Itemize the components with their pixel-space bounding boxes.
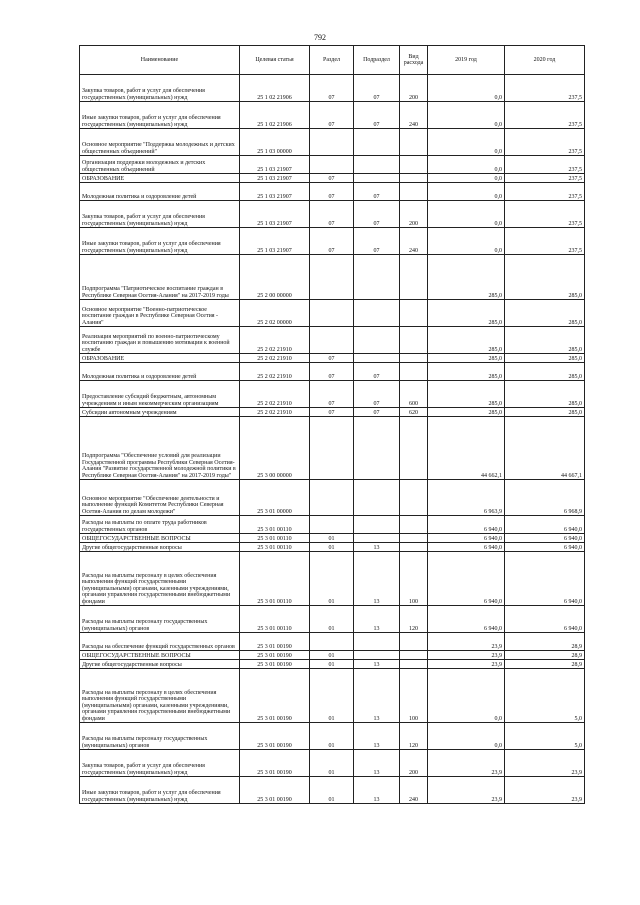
row-subsection-cell	[354, 651, 400, 660]
row-target-cell: 25 3 01 00190	[240, 651, 310, 660]
row-expense-type-cell: 240	[400, 102, 428, 129]
row-subsection-cell: 13	[354, 543, 400, 552]
table-row	[80, 723, 585, 750]
row-2020-cell: 6 940,0	[505, 516, 585, 534]
row-expense-type-cell	[400, 633, 428, 651]
table-row	[80, 516, 585, 534]
row-name-cell: Субсидии автономным учреждениям	[80, 408, 240, 417]
table-row	[80, 363, 585, 381]
row-section-cell: 01	[310, 723, 354, 750]
row-expense-type-cell: 600	[400, 381, 428, 408]
row-section-cell: 07	[310, 363, 354, 381]
row-subsection-cell	[354, 129, 400, 156]
row-subsection-cell	[354, 417, 400, 480]
row-section-cell: 01	[310, 750, 354, 777]
row-subsection-cell: 07	[354, 201, 400, 228]
row-section-cell	[310, 480, 354, 516]
row-2019-cell: 6 940,0	[428, 543, 505, 552]
row-2020-cell: 5,0	[505, 723, 585, 750]
row-subsection-cell: 07	[354, 183, 400, 201]
row-section-cell: 01	[310, 660, 354, 669]
row-name-cell: ОБРАЗОВАНИЕ	[80, 174, 240, 183]
row-section-cell: 07	[310, 75, 354, 102]
row-expense-type-cell	[400, 183, 428, 201]
row-2020-cell: 285,0	[505, 354, 585, 363]
row-2020-cell: 237,5	[505, 201, 585, 228]
row-target-cell: 25 3 01 00110	[240, 516, 310, 534]
row-expense-type-cell: 620	[400, 408, 428, 417]
row-2019-cell: 0,0	[428, 723, 505, 750]
budget-table	[79, 45, 585, 804]
row-2020-cell: 237,5	[505, 102, 585, 129]
row-subsection-cell: 13	[354, 606, 400, 633]
row-2020-cell: 237,5	[505, 174, 585, 183]
row-section-cell: 07	[310, 183, 354, 201]
header-expense-type: Вид расхода	[400, 46, 428, 75]
row-subsection-cell: 07	[354, 363, 400, 381]
row-expense-type-cell	[400, 480, 428, 516]
table-row	[80, 129, 585, 156]
row-2020-cell: 6 940,0	[505, 543, 585, 552]
table-row	[80, 480, 585, 516]
row-name-cell: Организация поддержки молодежных и детских общественных объединений	[80, 156, 240, 174]
row-2019-cell: 285,0	[428, 300, 505, 327]
row-subsection-cell: 13	[354, 669, 400, 723]
row-2020-cell: 6 940,0	[505, 606, 585, 633]
row-2019-cell: 6 940,0	[428, 534, 505, 543]
page-number: 792	[314, 33, 326, 42]
row-2020-cell: 44 667,1	[505, 417, 585, 480]
table-row	[80, 201, 585, 228]
row-target-cell: 25 3 01 00110	[240, 552, 310, 606]
table-row	[80, 750, 585, 777]
row-expense-type-cell	[400, 516, 428, 534]
row-2020-cell: 237,5	[505, 183, 585, 201]
row-name-cell: Иные закупки товаров, работ и услуг для обеспечения государственных (муниципальных) нужд	[80, 228, 240, 255]
row-name-cell: ОБРАЗОВАНИЕ	[80, 354, 240, 363]
row-section-cell	[310, 633, 354, 651]
table-row	[80, 417, 585, 480]
row-subsection-cell	[354, 516, 400, 534]
row-section-cell: 07	[310, 201, 354, 228]
row-name-cell: Молодежная политика и оздоровление детей	[80, 363, 240, 381]
row-2019-cell: 0,0	[428, 129, 505, 156]
row-name-cell: Другие общегосударственные вопросы	[80, 543, 240, 552]
row-2019-cell: 23,9	[428, 660, 505, 669]
table-row	[80, 606, 585, 633]
row-target-cell: 25 3 01 00190	[240, 660, 310, 669]
row-2019-cell: 285,0	[428, 363, 505, 381]
row-expense-type-cell	[400, 363, 428, 381]
row-2020-cell: 28,9	[505, 633, 585, 651]
row-2020-cell: 285,0	[505, 327, 585, 354]
row-section-cell: 07	[310, 174, 354, 183]
row-section-cell: 07	[310, 102, 354, 129]
row-2019-cell: 285,0	[428, 354, 505, 363]
row-2020-cell: 23,9	[505, 777, 585, 804]
row-name-cell: Иные закупки товаров, работ и услуг для обеспечения государственных (муниципальных) нужд	[80, 102, 240, 129]
row-section-cell: 01	[310, 543, 354, 552]
row-name-cell: Расходы на выплаты по оплате труда работников государственных органов	[80, 516, 240, 534]
row-2019-cell: 44 662,1	[428, 417, 505, 480]
row-subsection-cell	[354, 300, 400, 327]
row-subsection-cell: 07	[354, 408, 400, 417]
row-name-cell: Расходы на выплаты персоналу государственных (муниципальных) органов	[80, 606, 240, 633]
table-row	[80, 75, 585, 102]
row-target-cell: 25 3 01 00000	[240, 480, 310, 516]
row-2019-cell: 285,0	[428, 327, 505, 354]
row-subsection-cell	[354, 633, 400, 651]
row-target-cell: 25 1 02 21906	[240, 102, 310, 129]
row-2020-cell: 237,5	[505, 156, 585, 174]
row-subsection-cell: 13	[354, 777, 400, 804]
row-subsection-cell: 13	[354, 552, 400, 606]
row-expense-type-cell	[400, 327, 428, 354]
header-subsection: Подраздел	[354, 46, 400, 75]
row-2019-cell: 6 940,0	[428, 606, 505, 633]
row-subsection-cell: 07	[354, 381, 400, 408]
row-name-cell: Закупка товаров, работ и услуг для обеспечения государственных (муниципальных) нужд	[80, 201, 240, 228]
row-target-cell: 25 3 01 00110	[240, 606, 310, 633]
row-2019-cell: 0,0	[428, 156, 505, 174]
row-expense-type-cell	[400, 174, 428, 183]
row-2019-cell: 285,0	[428, 408, 505, 417]
row-expense-type-cell	[400, 156, 428, 174]
table-row	[80, 255, 585, 300]
header-section: Раздел	[310, 46, 354, 75]
row-subsection-cell: 13	[354, 750, 400, 777]
row-section-cell	[310, 129, 354, 156]
row-2019-cell: 0,0	[428, 174, 505, 183]
row-target-cell: 25 1 03 00000	[240, 129, 310, 156]
row-2019-cell: 0,0	[428, 201, 505, 228]
row-target-cell: 25 2 02 00000	[240, 300, 310, 327]
row-expense-type-cell	[400, 660, 428, 669]
row-target-cell: 25 1 03 21907	[240, 201, 310, 228]
row-2019-cell: 6 940,0	[428, 516, 505, 534]
row-subsection-cell: 07	[354, 102, 400, 129]
row-2020-cell: 285,0	[505, 381, 585, 408]
row-2020-cell: 285,0	[505, 408, 585, 417]
row-target-cell: 25 1 03 21907	[240, 183, 310, 201]
row-expense-type-cell	[400, 543, 428, 552]
row-subsection-cell	[354, 255, 400, 300]
table-row	[80, 660, 585, 669]
row-subsection-cell	[354, 480, 400, 516]
row-section-cell: 07	[310, 381, 354, 408]
row-name-cell: Подпрограмма "Обеспечение условий для реализации Государственной программы Республики Северная Осетия-Алания "Развитие государственной молодежной политики в Республике Северная Осетия-Алания" на 2017-2019 годы"	[80, 417, 240, 480]
row-target-cell: 25 3 00 00000	[240, 417, 310, 480]
table-row	[80, 534, 585, 543]
table-row	[80, 669, 585, 723]
row-name-cell: Иные закупки товаров, работ и услуг для обеспечения государственных (муниципальных) нужд	[80, 777, 240, 804]
row-subsection-cell: 13	[354, 660, 400, 669]
row-name-cell: Закупка товаров, работ и услуг для обеспечения государственных (муниципальных) нужд	[80, 750, 240, 777]
row-2020-cell: 5,0	[505, 669, 585, 723]
header-2019: 2019 год	[428, 46, 505, 75]
row-section-cell: 01	[310, 534, 354, 543]
row-2020-cell: 237,5	[505, 129, 585, 156]
row-expense-type-cell: 240	[400, 228, 428, 255]
row-subsection-cell: 07	[354, 75, 400, 102]
row-name-cell: Подпрограмма "Патриотическое воспитание граждан в Республике Северная Осетия-Алания" на 2017-2019 годы	[80, 255, 240, 300]
row-section-cell: 01	[310, 777, 354, 804]
row-section-cell	[310, 516, 354, 534]
row-2020-cell: 285,0	[505, 363, 585, 381]
row-2020-cell: 6 940,0	[505, 552, 585, 606]
row-section-cell: 07	[310, 408, 354, 417]
row-2019-cell: 6 940,0	[428, 552, 505, 606]
row-name-cell: Основное мероприятие "Военно-патриотическое воспитание граждан в Республике Северная Осетия - Алания"	[80, 300, 240, 327]
row-name-cell: Молодежная политика и оздоровление детей	[80, 183, 240, 201]
row-section-cell	[310, 156, 354, 174]
table-row	[80, 552, 585, 606]
row-section-cell: 01	[310, 669, 354, 723]
row-2019-cell: 285,0	[428, 255, 505, 300]
row-2019-cell: 0,0	[428, 669, 505, 723]
row-subsection-cell	[354, 354, 400, 363]
row-name-cell: Основное мероприятие "Обеспечение деятельности и выполнение функций Комитетом Республики Северная Осетия-Алания по делам молодежи"	[80, 480, 240, 516]
row-section-cell: 01	[310, 606, 354, 633]
row-subsection-cell: 07	[354, 228, 400, 255]
row-name-cell: Расходы на выплаты персоналу в целях обеспечения выполнения функций государственными (муниципальными) органами, казенными учреждениями, органами управления государственными внебюджетными фондами	[80, 552, 240, 606]
row-target-cell: 25 3 01 00190	[240, 723, 310, 750]
row-name-cell: ОБЩЕГОСУДАРСТВЕННЫЕ ВОПРОСЫ	[80, 651, 240, 660]
row-2020-cell: 28,9	[505, 660, 585, 669]
row-2020-cell: 6 968,9	[505, 480, 585, 516]
table-row	[80, 102, 585, 129]
row-target-cell: 25 1 03 21907	[240, 174, 310, 183]
row-expense-type-cell	[400, 300, 428, 327]
row-2019-cell: 0,0	[428, 183, 505, 201]
table-row	[80, 183, 585, 201]
row-expense-type-cell: 200	[400, 201, 428, 228]
row-name-cell: ОБЩЕГОСУДАРСТВЕННЫЕ ВОПРОСЫ	[80, 534, 240, 543]
row-target-cell: 25 2 02 21910	[240, 381, 310, 408]
row-expense-type-cell	[400, 255, 428, 300]
row-name-cell: Закупка товаров, работ и услуг для обеспечения государственных (муниципальных) нужд	[80, 75, 240, 102]
header-2020: 2020 год	[505, 46, 585, 75]
row-target-cell: 25 1 03 21907	[240, 228, 310, 255]
row-section-cell: 07	[310, 228, 354, 255]
row-target-cell: 25 3 01 00190	[240, 669, 310, 723]
row-target-cell: 25 3 01 00110	[240, 534, 310, 543]
row-subsection-cell	[354, 174, 400, 183]
row-name-cell: Расходы на выплаты персоналу государственных (муниципальных) органов	[80, 723, 240, 750]
row-2019-cell: 6 963,9	[428, 480, 505, 516]
row-2019-cell: 0,0	[428, 102, 505, 129]
table-row	[80, 156, 585, 174]
row-name-cell: Основное мероприятие "Поддержка молодежных и детских общественных объединений"	[80, 129, 240, 156]
row-expense-type-cell	[400, 417, 428, 480]
row-2019-cell: 0,0	[428, 228, 505, 255]
row-expense-type-cell	[400, 129, 428, 156]
row-expense-type-cell: 100	[400, 669, 428, 723]
row-2020-cell: 23,9	[505, 750, 585, 777]
row-2019-cell: 23,9	[428, 750, 505, 777]
row-target-cell: 25 2 02 21910	[240, 363, 310, 381]
row-expense-type-cell: 120	[400, 606, 428, 633]
row-expense-type-cell: 120	[400, 723, 428, 750]
row-subsection-cell	[354, 534, 400, 543]
table-row	[80, 327, 585, 354]
row-expense-type-cell	[400, 534, 428, 543]
row-target-cell: 25 3 01 00190	[240, 633, 310, 651]
row-expense-type-cell	[400, 354, 428, 363]
row-2020-cell: 285,0	[505, 255, 585, 300]
row-2020-cell: 237,5	[505, 75, 585, 102]
table-row	[80, 300, 585, 327]
row-subsection-cell	[354, 156, 400, 174]
table-row	[80, 633, 585, 651]
row-2019-cell: 23,9	[428, 651, 505, 660]
table-row	[80, 777, 585, 804]
row-target-cell: 25 3 01 00190	[240, 777, 310, 804]
row-name-cell: Другие общегосударственные вопросы	[80, 660, 240, 669]
table-row	[80, 228, 585, 255]
row-target-cell: 25 1 02 21906	[240, 75, 310, 102]
row-target-cell: 25 2 00 00000	[240, 255, 310, 300]
row-2020-cell: 237,5	[505, 228, 585, 255]
table-row	[80, 408, 585, 417]
row-2019-cell: 23,9	[428, 633, 505, 651]
row-2019-cell: 23,9	[428, 777, 505, 804]
row-2020-cell: 285,0	[505, 300, 585, 327]
row-expense-type-cell	[400, 651, 428, 660]
table-row	[80, 651, 585, 660]
header-target: Целевая статья	[240, 46, 310, 75]
row-target-cell: 25 3 01 00110	[240, 543, 310, 552]
row-2020-cell: 28,9	[505, 651, 585, 660]
row-section-cell	[310, 417, 354, 480]
table-row	[80, 381, 585, 408]
row-target-cell: 25 2 02 21910	[240, 408, 310, 417]
header-name: Наименование	[80, 46, 240, 75]
row-name-cell: Предоставление субсидий бюджетным, автономным учреждениям и иным некоммерческим организациям	[80, 381, 240, 408]
row-target-cell: 25 2 02 21910	[240, 354, 310, 363]
row-section-cell: 01	[310, 651, 354, 660]
row-subsection-cell	[354, 327, 400, 354]
table-row	[80, 543, 585, 552]
row-section-cell: 01	[310, 552, 354, 606]
row-name-cell: Расходы на обеспечение функций государственных органов	[80, 633, 240, 651]
table-row	[80, 174, 585, 183]
table-row	[80, 354, 585, 363]
row-2019-cell: 285,0	[428, 381, 505, 408]
row-target-cell: 25 2 02 21910	[240, 327, 310, 354]
row-expense-type-cell: 200	[400, 750, 428, 777]
row-section-cell: 07	[310, 354, 354, 363]
row-expense-type-cell: 200	[400, 75, 428, 102]
table-header-row	[80, 46, 585, 75]
row-expense-type-cell: 240	[400, 777, 428, 804]
row-section-cell	[310, 255, 354, 300]
row-2019-cell: 0,0	[428, 75, 505, 102]
row-2020-cell: 6 940,0	[505, 534, 585, 543]
row-subsection-cell: 13	[354, 723, 400, 750]
row-expense-type-cell: 100	[400, 552, 428, 606]
row-target-cell: 25 1 03 21907	[240, 156, 310, 174]
row-section-cell	[310, 327, 354, 354]
row-name-cell: Реализация мероприятий по военно-патриотическому воспитанию граждан и повышению мотивации к военной службе	[80, 327, 240, 354]
row-section-cell	[310, 300, 354, 327]
row-name-cell: Расходы на выплаты персоналу в целях обеспечения выполнения функций государственными (муниципальными) органами, казенными учреждениями, органами управления государственными внебюджетными фондами	[80, 669, 240, 723]
row-target-cell: 25 3 01 00190	[240, 750, 310, 777]
